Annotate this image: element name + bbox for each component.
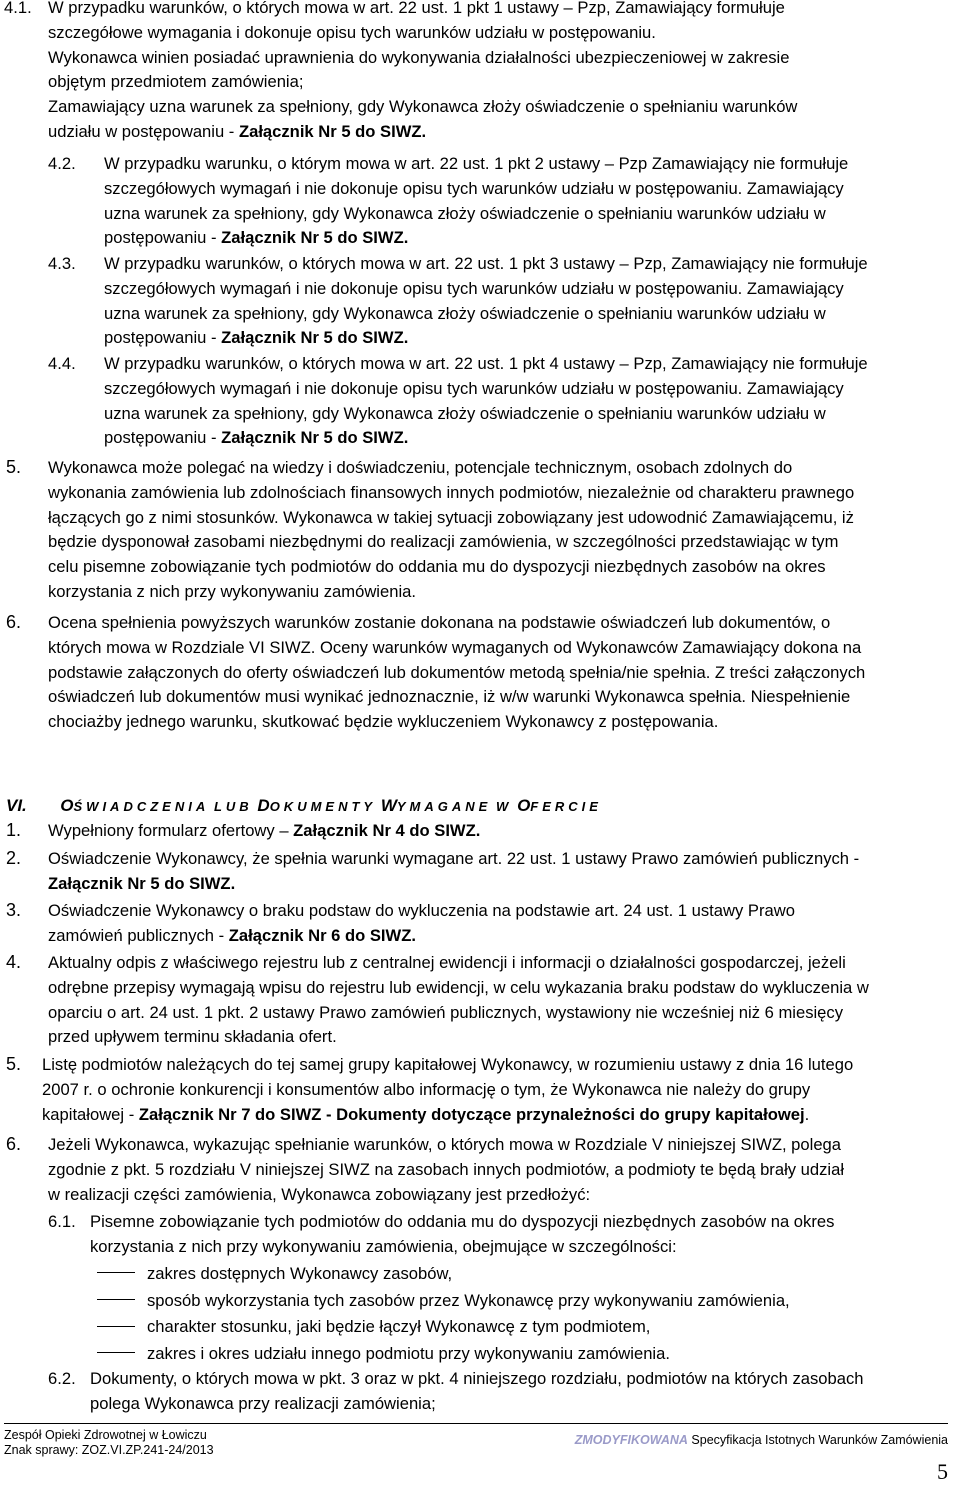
dash-bullet [97, 1326, 135, 1327]
chapter-heading: VI. OŚWIADCZENIA LUB DOKUMENTY WYMAGANE W OFERCIE [6, 796, 602, 815]
dash-bullet [97, 1299, 135, 1300]
list-item-2: Oświadczenie Wykonawcy, że spełnia warunki wymagane art. 22 ust. 1 ustawy Prawo zamówień publicznych - Załącznik Nr 5 do SIWZ. [48, 849, 860, 893]
list-number: 6.1. [48, 1212, 76, 1231]
section-5: Wykonawca może polegać na wiedzy i doświadczeniu, potencjale technicznym, osobach zdolnych do wykonania zamówienia lub zdolnościach finansowych innych podmiotów, niezależnie od charakteru prawnego łączących go z nimi stosunków. Wykonawca w takiej sytuacji zobowiązany jest udowodnić Zamawiającemu, iż będzie dysponował zasobami niezbędnymi do realizacji zamówienia, w szczególności przedstawiając w tym celu pisemne zobowiązanie tych podmiotów do oddania mu do dyspozycji niezbędnych zasobów na okres korzystania z nich przy wykonywaniu zamówienia. [48, 458, 855, 601]
list-number: 4. [6, 952, 22, 972]
footer-case-number: Znak sprawy: ZOZ.VI.ZP.241-24/2013 [4, 1443, 214, 1457]
bullet-list [147, 1261, 946, 1367]
modified-label: ZMODYFIKOWANA [574, 1433, 688, 1447]
list-item-6-2: Dokumenty, o których mowa w pkt. 3 oraz w pkt. 4 niniejszego rozdziału, podmiotów na których zasobach polega Wykonawca przy realizacji zamówienia; [90, 1369, 864, 1413]
list-item-5: Listę podmiotów należących do tej samej grupy kapitałowej Wykonawcy, w rozumieniu ustawy z dnia 16 lutego 2007 r. o ochronie konkurencji i konsumentów albo informację o tym, że Wykonawca nie należy do grupy kapitałowej - Załącznik Nr 7 do SIWZ - Dokumenty dotyczące przynależności do grupy kapitałowej. [42, 1055, 854, 1124]
section-4-3: W przypadku warunków, o których mowa w art. 22 ust. 1 pkt 3 ustawy – Pzp, Zamawiający nie formułuje szczegółowych wymagań i nie dokonuje opisu tych warunków udziału w postępowaniu. Zamawiający uzna warunek za spełniony, gdy Wykonawca złoży oświadczenie o spełnianiu warunków udziału w postępowaniu - Załącznik Nr 5 do SIWZ. [104, 254, 868, 348]
footer-left [4, 1428, 214, 1458]
document-name: Specyfikacja Istotnych Warunków Zamówienia [687, 1433, 948, 1447]
page-number: 5 [937, 1459, 948, 1484]
list-item-1: Wypełniony formularz ofertowy – Załącznik Nr 4 do SIWZ. [48, 821, 481, 840]
footer-right [575, 1428, 948, 1453]
footer-rule [4, 1423, 948, 1424]
footer-organization: Zespół Opieki Zdrowotnej w Łowiczu [4, 1428, 207, 1442]
bullet-item: charakter stosunku, jaki będzie łączył Wykonawcę z tym podmiotem, [147, 1317, 651, 1336]
list-number: 3. [6, 900, 22, 920]
bullet-item: zakres i okres udziału innego podmiotu przy wykonywaniu zamówienia. [147, 1343, 670, 1363]
section-number: 4.4. [48, 354, 76, 373]
bullet-item: zakres dostępnych Wykonawcy zasobów, [147, 1264, 453, 1283]
list-item-3: Oświadczenie Wykonawcy o braku podstaw do wykluczenia na podstawie art. 24 ust. 1 ustawy Prawo zamówień publicznych - Załącznik Nr 6 do SIWZ. [48, 901, 795, 945]
section-number: 4.2. [48, 154, 76, 173]
section-number: 6. [6, 612, 22, 632]
list-number: 2. [6, 848, 22, 868]
dash-bullet [97, 1272, 135, 1273]
section-6: Ocena spełnienia powyższych warunków zostanie dokonana na podstawie oświadczeń lub dokumentów, o których mowa w Rozdziale VI SIWZ. Oceny warunków wymaganych od Wykonawców Zamawiający dokona na podstawie załączonych do oferty oświadczeń lub dokumentów metodą spełnia/nie spełnia. Z treści załączonych oświadczeń lub dokumentów musi wynikać jednoznacznie, iż w/w warunki Wykonawca spełnia. Niespełnienie chociażby jednego warunku, skutkować będzie wykluczeniem Wykonawcy z postępowania. [48, 613, 866, 732]
list-number: 6.2. [48, 1369, 76, 1388]
section-4-1: W przypadku warunków, o których mowa w art. 22 ust. 1 pkt 1 ustawy – Pzp, Zamawiający formułuje szczegółowe wymagania i dokonuje opisu tych warunków udziału w postępowaniu. Wykonawca winien posiadać uprawnienia do wykonywania działalności ubezpieczeniowej w zakresie objętym przedmiotem zamówienia; Zamawiający uzna warunek za spełniony, gdy Wykonawca złoży oświadczenie o spełnianiu warunków udziału w postępowaniu - Załącznik Nr 5 do SIWZ. [48, 0, 798, 141]
list-number: 5. [6, 1054, 22, 1074]
section-number: 4.3. [48, 254, 76, 273]
list-item-4: Aktualny odpis z właściwego rejestru lub z centralnej ewidencji i informacji o działalności gospodarczej, jeżeli odrębne przepisy wymagają wpisu do rejestru lub ewidencji, w celu wykazania braku podstaw do wykluczenia w oparciu o art. 24 ust. 1 pkt. 2 ustawy Prawo zamówień publicznych, wystawiony nie wcześniej niż 6 miesięcy przed upływem terminu składania ofert. [48, 953, 869, 1047]
bullet-item: sposób wykorzystania tych zasobów przez Wykonawcę przy wykonywaniu zamówienia, [147, 1290, 790, 1310]
section-4-2: W przypadku warunku, o którym mowa w art. 22 ust. 1 pkt 2 ustawy – Pzp Zamawiający nie formułuje szczegółowych wymagań i nie dokonuje opisu tych warunków udziału w postępowaniu. Zamawiający uzna warunek za spełniony, gdy Wykonawca złoży oświadczenie o spełnianiu warunków udziału w postępowaniu - Załącznik Nr 5 do SIWZ. [104, 154, 849, 248]
section-number: 5. [6, 457, 22, 477]
list-number: 6. [6, 1134, 22, 1154]
list-item-6-1: Pisemne zobowiązanie tych podmiotów do oddania mu do dyspozycji niezbędnych zasobów na okres korzystania z nich przy wykonywaniu zamówienia, obejmujące w szczególności: [90, 1212, 835, 1256]
list-number: 1. [6, 820, 22, 840]
list-item-6: Jeżeli Wykonawca, wykazując spełnianie warunków, o których mowa w Rozdziale V niniejszej SIWZ, polega zgodnie z pkt. 5 rozdziału V niniejszej SIWZ na zasobach innych podmiotów, a podmioty te będą brały udział w realizacji części zamówienia, Wykonawca zobowiązany jest przedłożyć: [48, 1135, 845, 1204]
section-number: 4.1. [4, 0, 32, 17]
section-4-4: W przypadku warunków, o których mowa w art. 22 ust. 1 pkt 4 ustawy – Pzp, Zamawiający nie formułuje szczegółowych wymagań i nie dokonuje opisu tych warunków udziału w postępowaniu. Zamawiający uzna warunek za spełniony, gdy Wykonawca złoży oświadczenie o spełnianiu warunków udziału w postępowaniu - Załącznik Nr 5 do SIWZ. [104, 354, 868, 448]
dash-bullet [97, 1352, 135, 1353]
